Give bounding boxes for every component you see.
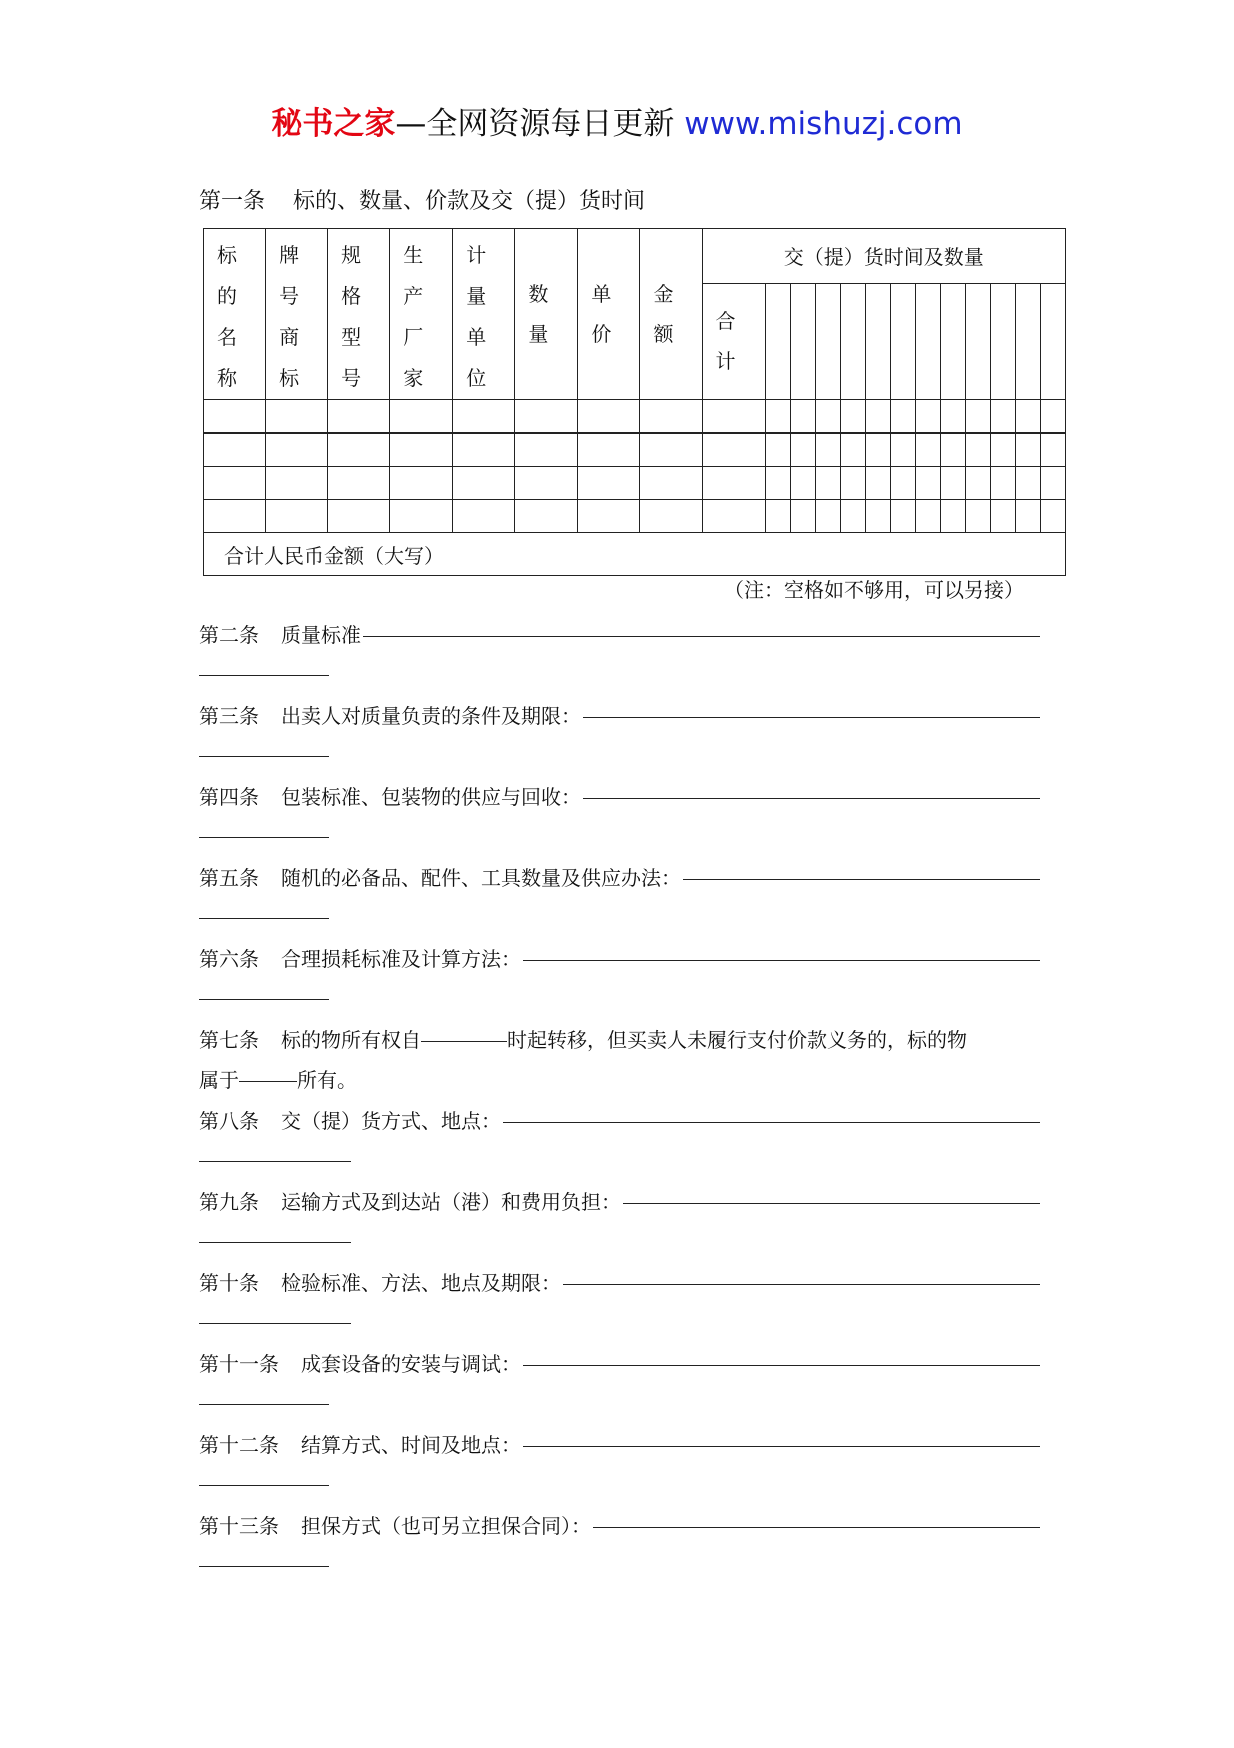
table-cell[interactable] [865,400,890,434]
table-cell[interactable] [990,400,1015,434]
clause-5 [199,858,1044,938]
site-slogan: —全网资源每日更新 [395,106,675,142]
answer-blank[interactable] [363,636,1040,637]
table-cell[interactable] [702,500,765,533]
clause-6 [199,939,1044,1019]
table-cell[interactable] [266,500,328,533]
column-header-manufacturer: 生产厂家 [390,229,453,400]
clause-7 [199,1020,1044,1100]
clause-4 [199,777,1044,857]
brand-name: 秘书之家 [271,106,396,142]
table-cell[interactable] [765,467,790,500]
table-cell[interactable] [840,433,865,467]
clause-11 [199,1344,1044,1424]
article-1-title: 标的、数量、价款及交（提）货时间 [293,189,646,214]
clause-number: 第十三条 [199,1514,279,1538]
table-cell[interactable] [1040,467,1065,500]
delivery-period-cell [765,283,790,399]
table-row [204,400,1066,434]
goods-table [203,228,1066,576]
table-cell[interactable] [453,400,515,434]
column-header-brand-mark: 牌号商标 [266,229,328,400]
table-cell[interactable] [765,500,790,533]
article-1-heading [199,186,645,218]
table-cell[interactable] [266,433,328,467]
delivery-period-cell [840,283,865,399]
answer-blank-continued[interactable] [199,1566,329,1567]
table-cell[interactable] [515,433,578,467]
table-cell[interactable] [965,400,990,434]
table-cell[interactable] [965,433,990,467]
table-cell[interactable] [965,500,990,533]
table-cell[interactable] [915,500,940,533]
table-cell[interactable] [640,400,702,434]
table-row [204,467,1066,500]
table-cell[interactable] [702,433,765,467]
table-cell[interactable] [578,433,640,467]
answer-blank[interactable] [523,1365,1040,1366]
delivery-time-header: 交（提）货时间及数量 [702,229,1066,284]
table-cell[interactable] [790,433,815,467]
clause-number: 第九条 [199,1190,259,1214]
table-cell[interactable] [765,400,790,434]
table-cell[interactable] [204,400,266,434]
delivery-period-cell [815,283,840,399]
table-row [204,500,1066,533]
table-cell[interactable] [702,467,765,500]
table-cell[interactable] [815,433,840,467]
clause-text: 所有。 [297,1068,357,1092]
answer-blank-continued[interactable] [199,675,329,676]
answer-blank-continued[interactable] [199,918,329,919]
table-cell[interactable] [453,467,515,500]
clause-8 [199,1101,1044,1181]
table-cell[interactable] [453,433,515,467]
answer-blank-continued[interactable] [199,756,329,757]
table-row [204,433,1066,467]
table-cell[interactable] [578,500,640,533]
table-cell[interactable] [702,400,765,434]
column-header-unit-price: 单价 [578,229,640,400]
table-cell[interactable] [915,467,940,500]
clause-3 [199,696,1044,776]
column-header-unit: 计量单位 [453,229,515,400]
site-url[interactable]: www.mishuzj.com [684,106,963,142]
table-cell[interactable] [328,400,390,434]
answer-blank-continued[interactable] [199,1161,351,1162]
table-cell[interactable] [204,467,266,500]
clause-number: 第十二条 [199,1433,279,1457]
delivery-period-cell [865,283,890,399]
table-cell[interactable] [840,467,865,500]
answer-blank-continued[interactable] [199,1242,351,1243]
clause-number: 第五条 [199,866,259,890]
answer-blank-continued[interactable] [199,999,329,1000]
table-cell[interactable] [640,433,702,467]
clause-number: 第十条 [199,1271,259,1295]
clause-number: 第十一条 [199,1352,279,1376]
table-cell[interactable] [266,467,328,500]
table-cell[interactable] [865,433,890,467]
answer-blank[interactable] [523,960,1040,961]
table-cell[interactable] [940,467,965,500]
answer-blank-continued[interactable] [199,1404,329,1405]
column-header-amount: 金额 [640,229,702,400]
answer-blank[interactable] [583,717,1040,718]
clause-13 [199,1506,1044,1586]
clause-number: 第七条 [199,1028,259,1052]
clause-title: 合理损耗标准及计算方法： [281,947,521,971]
table-cell[interactable] [940,433,965,467]
answer-blank-continued[interactable] [199,1323,351,1324]
clause-title: 随机的必备品、配件、工具数量及供应办法： [281,866,681,890]
table-cell[interactable] [515,467,578,500]
article-1-number: 第一条 [199,189,266,214]
table-cell[interactable] [840,500,865,533]
table-cell[interactable] [890,467,915,500]
table-cell[interactable] [815,500,840,533]
table-cell[interactable] [1015,467,1040,500]
table-cell[interactable] [578,400,640,434]
ownership-time-blank[interactable] [421,1041,507,1042]
table-cell[interactable] [1015,433,1040,467]
answer-blank[interactable] [563,1284,1040,1285]
column-header-item-name: 标的名称 [204,229,266,400]
table-cell[interactable] [390,400,453,434]
clause-title: 成套设备的安装与调试： [301,1352,521,1376]
table-cell[interactable] [915,400,940,434]
delivery-period-cell [1040,283,1065,399]
table-cell[interactable] [1040,400,1065,434]
clause-text: 属于 [199,1068,239,1092]
clause-title: 检验标准、方法、地点及期限： [281,1271,561,1295]
table-cell[interactable] [765,433,790,467]
answer-blank[interactable] [503,1122,1040,1123]
table-cell[interactable] [840,400,865,434]
clause-title: 运输方式及到达站（港）和费用负担： [281,1190,621,1214]
table-cell[interactable] [390,433,453,467]
delivery-period-cell [965,283,990,399]
table-cell[interactable] [790,500,815,533]
answer-blank[interactable] [623,1203,1040,1204]
clause-list [199,615,1044,1587]
table-cell[interactable] [965,467,990,500]
table-cell[interactable] [390,500,453,533]
table-cell[interactable] [515,500,578,533]
clause-number: 第六条 [199,947,259,971]
table-cell[interactable] [790,467,815,500]
delivery-period-cell [790,283,815,399]
delivery-sum-header: 合计 [702,283,765,399]
clause-10 [199,1263,1044,1343]
table-cell[interactable] [204,500,266,533]
clause-12 [199,1425,1044,1505]
clause-2 [199,615,1044,695]
table-cell[interactable] [640,500,702,533]
delivery-period-cell [1015,283,1040,399]
table-cell[interactable] [990,433,1015,467]
clause-title: 交（提）货方式、地点： [281,1109,501,1133]
total-amount-row[interactable]: 合计人民币金额（大写） [204,533,1066,576]
table-cell[interactable] [890,500,915,533]
delivery-period-cell [990,283,1015,399]
table-cell[interactable] [815,467,840,500]
answer-blank[interactable] [583,798,1040,799]
answer-blank-continued[interactable] [199,1485,329,1486]
table-cell[interactable] [940,400,965,434]
table-cell[interactable] [578,467,640,500]
table-cell[interactable] [1015,400,1040,434]
table-cell[interactable] [890,433,915,467]
table-cell[interactable] [915,433,940,467]
clause-number: 第三条 [199,704,259,728]
clause-number: 第四条 [199,785,259,809]
column-header-quantity: 数量 [515,229,578,400]
owner-blank[interactable] [239,1081,297,1082]
table-cell[interactable] [515,400,578,434]
table-cell[interactable] [990,467,1015,500]
table-cell[interactable] [266,400,328,434]
clause-number: 第八条 [199,1109,259,1133]
clause-number: 第二条 [199,623,259,647]
clause-title: 担保方式（也可另立担保合同）： [301,1514,591,1538]
column-header-spec-model: 规格型号 [328,229,390,400]
table-cell[interactable] [328,433,390,467]
table-cell[interactable] [940,500,965,533]
table-cell[interactable] [640,467,702,500]
table-cell[interactable] [790,400,815,434]
clause-title: 出卖人对质量负责的条件及期限： [281,704,581,728]
answer-blank[interactable] [523,1446,1040,1447]
clause-text: 标的物所有权自 [281,1028,421,1052]
table-cell[interactable] [328,500,390,533]
delivery-period-cell [940,283,965,399]
table-cell[interactable] [328,467,390,500]
table-cell[interactable] [204,433,266,467]
table-cell[interactable] [865,500,890,533]
clause-text: 时起转移，但买卖人未履行支付价款义务的，标的物 [507,1028,967,1052]
answer-blank-continued[interactable] [199,837,329,838]
answer-blank[interactable] [683,879,1040,880]
table-cell[interactable] [890,400,915,434]
table-cell[interactable] [453,500,515,533]
table-cell[interactable] [815,400,840,434]
clause-9 [199,1182,1044,1262]
delivery-period-cell [890,283,915,399]
answer-blank[interactable] [593,1527,1040,1528]
table-cell[interactable] [1040,433,1065,467]
table-cell[interactable] [865,467,890,500]
clause-title: 包装标准、包装物的供应与回收： [281,785,581,809]
table-cell[interactable] [1040,500,1065,533]
site-header [0,104,1234,144]
table-cell[interactable] [990,500,1015,533]
table-cell[interactable] [1015,500,1040,533]
delivery-period-cell [915,283,940,399]
clause-title: 结算方式、时间及地点： [301,1433,521,1457]
table-cell[interactable] [390,467,453,500]
table-note: （注：空格如不够用，可以另接） [724,578,1024,602]
clause-title: 质量标准 [281,623,361,647]
